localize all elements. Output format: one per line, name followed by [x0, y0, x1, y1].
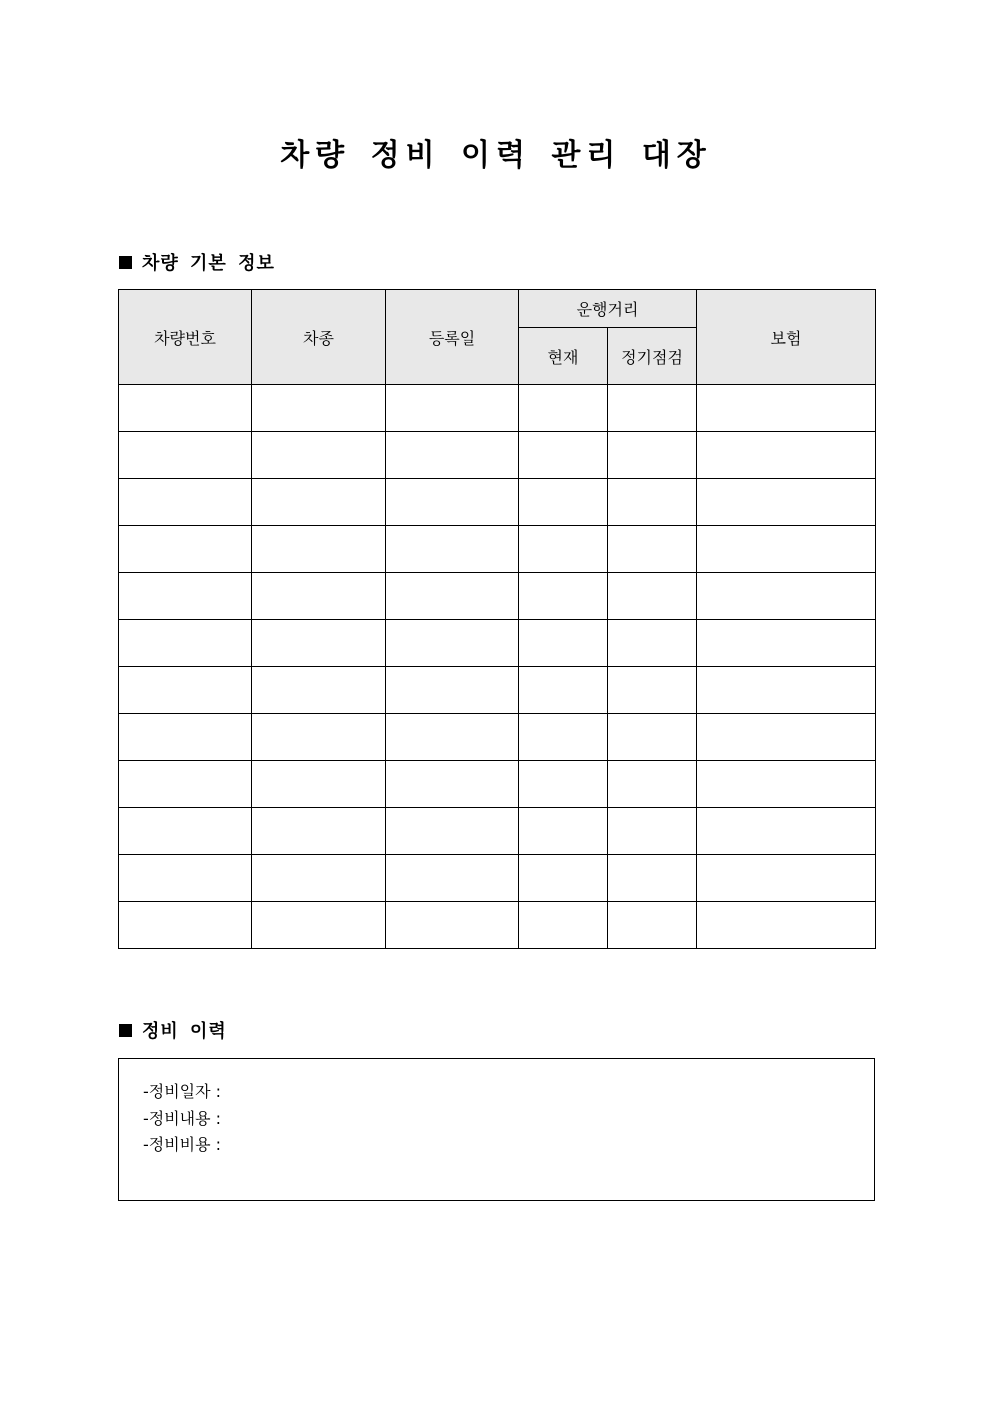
- vehicle-type-cell[interactable]: [252, 902, 386, 949]
- maintenance-date-label: -정비일자 :: [143, 1082, 222, 1101]
- insurance-cell[interactable]: [697, 620, 876, 667]
- registration-date-cell[interactable]: [386, 385, 519, 432]
- mileage-current-cell[interactable]: [519, 432, 608, 479]
- mileage-current-cell[interactable]: [519, 902, 608, 949]
- plate-number-cell[interactable]: [119, 761, 252, 808]
- mileage-inspection-cell[interactable]: [608, 667, 697, 714]
- plate-number-cell[interactable]: [119, 714, 252, 761]
- mileage-inspection-cell[interactable]: [608, 855, 697, 902]
- mileage-inspection-cell[interactable]: [608, 479, 697, 526]
- maintenance-content-label: -정비내용 :: [143, 1108, 222, 1128]
- maintenance-cost-label: -정비비용 :: [143, 1135, 222, 1154]
- insurance-cell[interactable]: [697, 714, 876, 761]
- vehicle-type-cell[interactable]: [252, 432, 386, 479]
- table-row: [119, 855, 876, 902]
- vehicle-type-cell[interactable]: [252, 573, 386, 620]
- registration-date-cell[interactable]: [386, 432, 519, 479]
- vehicle-info-table-body: [119, 385, 876, 949]
- page-title: 차량 정비 이력 관리 대장: [280, 138, 712, 173]
- insurance-cell[interactable]: [697, 808, 876, 855]
- vehicle-type-cell[interactable]: [252, 761, 386, 808]
- square-bullet-icon: [119, 256, 132, 269]
- vehicle-type-cell[interactable]: [252, 714, 386, 761]
- registration-date-cell[interactable]: [386, 573, 519, 620]
- mileage-inspection-cell[interactable]: [608, 432, 697, 479]
- maintenance-history-box: [118, 1058, 875, 1201]
- vehicle-type-cell[interactable]: [252, 620, 386, 667]
- table-row: [119, 808, 876, 855]
- section-heading-label: 차량 기본 정보: [142, 253, 275, 274]
- plate-number-cell[interactable]: [119, 667, 252, 714]
- mileage-inspection-cell[interactable]: [608, 526, 697, 573]
- insurance-cell[interactable]: [697, 667, 876, 714]
- insurance-cell[interactable]: [697, 902, 876, 949]
- table-row: [119, 573, 876, 620]
- table-row: [119, 432, 876, 479]
- section-heading-vehicle-info: [119, 252, 275, 276]
- square-bullet-icon: [119, 1024, 132, 1037]
- mileage-inspection-cell[interactable]: [608, 573, 697, 620]
- table-row: [119, 667, 876, 714]
- table-row: [119, 479, 876, 526]
- vehicle-type-cell[interactable]: [252, 808, 386, 855]
- mileage-inspection-cell[interactable]: [608, 714, 697, 761]
- mileage-current-cell[interactable]: [519, 714, 608, 761]
- registration-date-cell[interactable]: [386, 855, 519, 902]
- plate-number-cell[interactable]: [119, 855, 252, 902]
- vehicle-type-cell[interactable]: [252, 385, 386, 432]
- mileage-current-cell[interactable]: [519, 855, 608, 902]
- registration-date-cell[interactable]: [386, 526, 519, 573]
- plate-number-cell[interactable]: [119, 808, 252, 855]
- table-row: [119, 620, 876, 667]
- registration-date-cell[interactable]: [386, 667, 519, 714]
- plate-number-cell[interactable]: [119, 902, 252, 949]
- insurance-cell[interactable]: [697, 385, 876, 432]
- vehicle-type-cell[interactable]: [252, 667, 386, 714]
- table-row: [119, 902, 876, 949]
- mileage-current-cell[interactable]: [519, 573, 608, 620]
- table-row: [119, 761, 876, 808]
- header-vehicle-type: 차종: [252, 290, 386, 385]
- mileage-current-cell[interactable]: [519, 385, 608, 432]
- maintenance-cost-field[interactable]: [143, 1132, 221, 1159]
- plate-number-cell[interactable]: [119, 432, 252, 479]
- maintenance-date-field[interactable]: [143, 1079, 221, 1106]
- mileage-current-cell[interactable]: [519, 667, 608, 714]
- vehicle-type-cell[interactable]: [252, 479, 386, 526]
- insurance-cell[interactable]: [697, 855, 876, 902]
- registration-date-cell[interactable]: [386, 714, 519, 761]
- header-insurance: 보험: [697, 290, 876, 385]
- header-registration-date: 등록일: [386, 290, 519, 385]
- insurance-cell[interactable]: [697, 432, 876, 479]
- vehicle-type-cell[interactable]: [252, 855, 386, 902]
- mileage-current-cell[interactable]: [519, 761, 608, 808]
- vehicle-type-cell[interactable]: [252, 526, 386, 573]
- header-mileage-periodic-inspection: 정기점검: [608, 328, 697, 385]
- registration-date-cell[interactable]: [386, 479, 519, 526]
- table-row: [119, 714, 876, 761]
- plate-number-cell[interactable]: [119, 573, 252, 620]
- mileage-inspection-cell[interactable]: [608, 385, 697, 432]
- plate-number-cell[interactable]: [119, 385, 252, 432]
- mileage-current-cell[interactable]: [519, 620, 608, 667]
- mileage-current-cell[interactable]: [519, 479, 608, 526]
- mileage-inspection-cell[interactable]: [608, 902, 697, 949]
- mileage-inspection-cell[interactable]: [608, 808, 697, 855]
- registration-date-cell[interactable]: [386, 808, 519, 855]
- plate-number-cell[interactable]: [119, 479, 252, 526]
- insurance-cell[interactable]: [697, 479, 876, 526]
- table-row: [119, 526, 876, 573]
- mileage-current-cell[interactable]: [519, 808, 608, 855]
- insurance-cell[interactable]: [697, 761, 876, 808]
- registration-date-cell[interactable]: [386, 620, 519, 667]
- header-plate-number: 차량번호: [119, 290, 252, 385]
- header-mileage-current: 현재: [519, 328, 608, 385]
- registration-date-cell[interactable]: [386, 761, 519, 808]
- table-row: [119, 385, 876, 432]
- maintenance-history-fields: [143, 1079, 221, 1159]
- registration-date-cell[interactable]: [386, 902, 519, 949]
- mileage-current-cell[interactable]: [519, 526, 608, 573]
- section-heading-maintenance-history: [119, 1020, 227, 1044]
- header-mileage: 운행거리: [519, 290, 697, 328]
- insurance-cell[interactable]: [697, 573, 876, 620]
- vehicle-info-table: [118, 289, 876, 949]
- plate-number-cell[interactable]: [119, 620, 252, 667]
- mileage-inspection-cell[interactable]: [608, 761, 697, 808]
- maintenance-content-field[interactable]: [143, 1106, 221, 1133]
- section-heading-label: 정비 이력: [142, 1021, 227, 1042]
- insurance-cell[interactable]: [697, 526, 876, 573]
- mileage-inspection-cell[interactable]: [608, 620, 697, 667]
- plate-number-cell[interactable]: [119, 526, 252, 573]
